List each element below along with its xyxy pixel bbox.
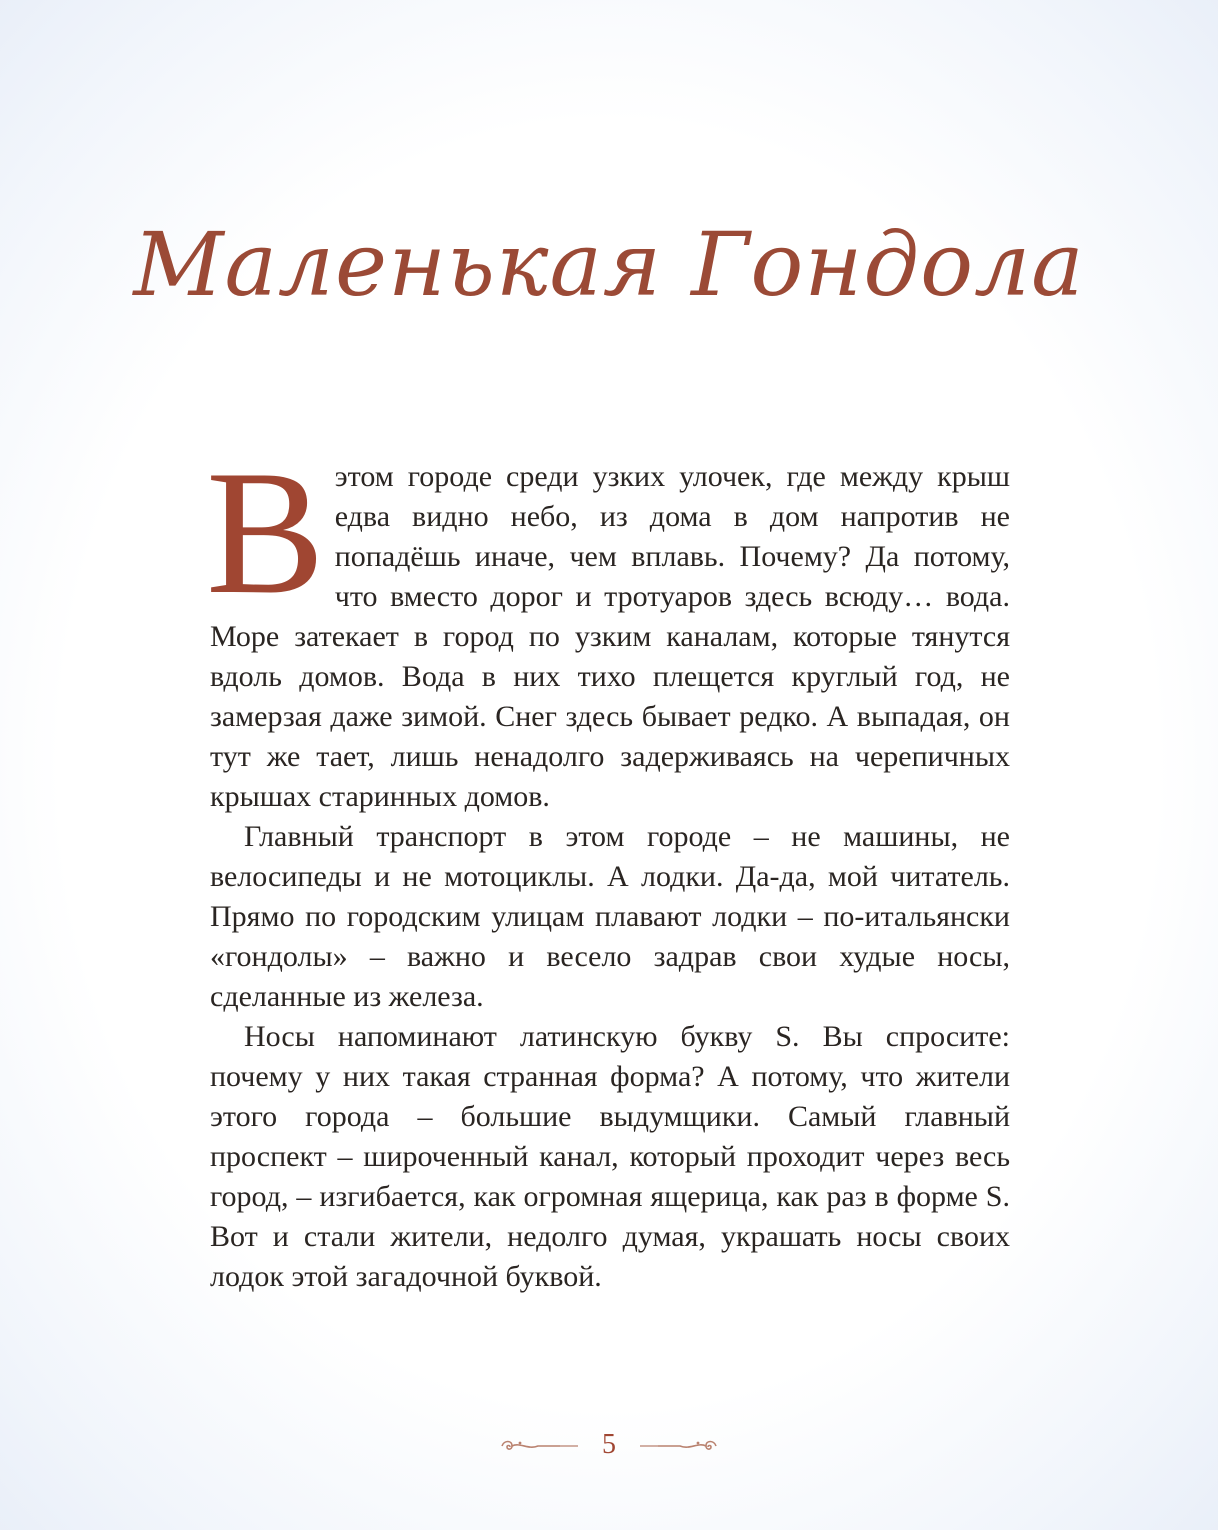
flourish-ornament-icon bbox=[498, 1435, 582, 1455]
flourish-ornament-icon bbox=[636, 1435, 720, 1455]
drop-cap: В bbox=[206, 433, 325, 631]
paragraph-1-text: этом городе среди узких улочек, где между крыш едва видно небо, из дома в дом напротив не попадёшь иначе, чем вплавь. Почему? Да потому, что вместо дорог и тротуаров здесь всюду… вода. Море затекает в город по узким каналам, которые тянутся вдоль домов. Вода в них тихо плещется круглый год, не замерзая даже зимой. Снег здесь бывает редко. А выпадая, он тут же тает, лишь ненадолго задерживаясь на черепичных крышах старинных домов. bbox=[210, 460, 1010, 813]
page-footer bbox=[0, 1425, 1218, 1465]
paragraph-1 bbox=[206, 433, 1010, 817]
page-number: 5 bbox=[602, 1429, 616, 1460]
story-text bbox=[206, 433, 1010, 1297]
paragraph-2: Главный транспорт в этом городе – не машины, не велосипеды и не мотоциклы. А лодки. Да-да, мой читатель. Прямо по городским улицам плавают лодки – по-итальянски «гондолы» – важно и весело задрав свои худые носы, сделанные из железа. bbox=[210, 820, 1010, 1013]
paragraph-3: Носы напоминают латинскую букву S. Вы спросите: почему у них такая странная форма? А потому, что жители этого города – большие выдумщики. Самый главный проспект – широченный канал, который проходит через весь город, – изгибается, как огромная ящерица, как раз в форме S. Вот и стали жители, недолго думая, украшать носы своих лодок этой загадочной буквой. bbox=[210, 1020, 1010, 1293]
chapter-title: Маленькая Гондола bbox=[133, 213, 1085, 316]
